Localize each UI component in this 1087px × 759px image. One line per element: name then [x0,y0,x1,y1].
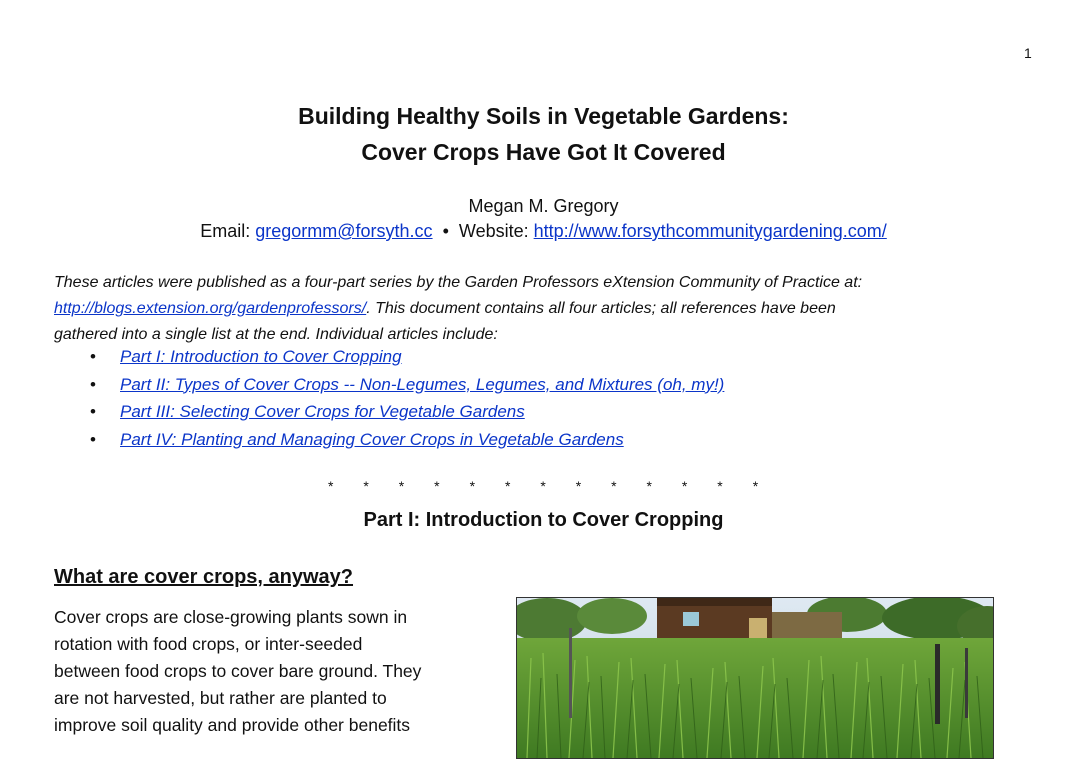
author-name: Megan M. Gregory [468,196,619,216]
divider-star: * [752,478,759,494]
divider-star: * [363,478,369,494]
divider-star: * [717,478,723,494]
website-link[interactable]: http://www.forsythcommunitygardening.com/ [533,221,887,241]
list-item [90,426,724,454]
divider-star: * [434,478,440,494]
garden-professors-link[interactable]: http://blogs.extension.org/gardenprofessors/ [54,300,367,317]
article-link-part-3[interactable]: Part III: Selecting Cover Crops for Vegetable Gardens [120,402,525,421]
body-line: rotation with food crops, or inter-seeded [54,634,363,654]
body-line: Cover crops are close-growing plants sown in [54,607,408,627]
bullet-icon: • [90,402,96,421]
intro-line-2-text: . This document contains all four articles; all references have been [366,300,836,317]
list-item [90,398,724,426]
divider-star: * [398,478,405,494]
divider-star: * [504,478,511,494]
email-label: Email: [200,221,251,241]
intro-line-1: These articles were published as a four-part series by the Garden Professors eXtension Community of Practice at: [54,274,863,291]
list-item [90,371,724,399]
intro-paragraph [54,270,1004,348]
divider-star: * [540,478,546,494]
article-link-part-4[interactable]: Part IV: Planting and Managing Cover Crops in Vegetable Gardens [120,429,624,449]
title-line-1: Building Healthy Soils in Vegetable Gardens: [298,103,789,129]
divider-star: * [646,478,652,494]
article-list [90,343,724,453]
website-label: Website: [458,221,529,241]
title-line-2: Cover Crops Have Got It Covered [361,139,726,165]
bullet-icon: • [90,429,96,449]
body-line: improve soil quality and provide other benefits [54,715,411,735]
list-item [90,343,724,371]
bullet-icon: • [90,374,96,394]
intro-line-3: gathered into a single list at the end. Individual articles include: [54,326,498,343]
body-line: between food crops to cover bare ground. They [54,661,422,681]
divider-star: * [681,478,688,494]
star-divider [328,478,788,494]
part-heading: Part I: Introduction to Cover Cropping [363,509,724,531]
contact-separator: • [442,221,449,241]
body-line: are not harvested, but rather are planted to [54,688,387,708]
divider-star: * [469,478,476,494]
intro-line-2 [54,296,1004,322]
article-link-part-2[interactable]: Part II: Types of Cover Crops -- Non-Legumes, Legumes, and Mixtures (oh, my!) [120,374,725,394]
divider-star: * [611,478,617,494]
article-link-part-1[interactable]: Part I: Introduction to Cover Cropping [120,347,402,366]
section-heading: What are cover crops, anyway? [54,566,354,588]
email-link[interactable]: gregormm@forsyth.cc [255,221,433,241]
page-number: 1 [1024,45,1032,61]
cover-crop-photo-illustration [517,598,993,758]
body-paragraph [54,604,484,739]
bullet-icon: • [90,347,96,366]
divider-star: * [328,478,334,494]
document-title [0,98,1087,170]
cover-crop-photo [516,597,994,759]
divider-star: * [575,478,582,494]
contact-line [0,219,1087,243]
